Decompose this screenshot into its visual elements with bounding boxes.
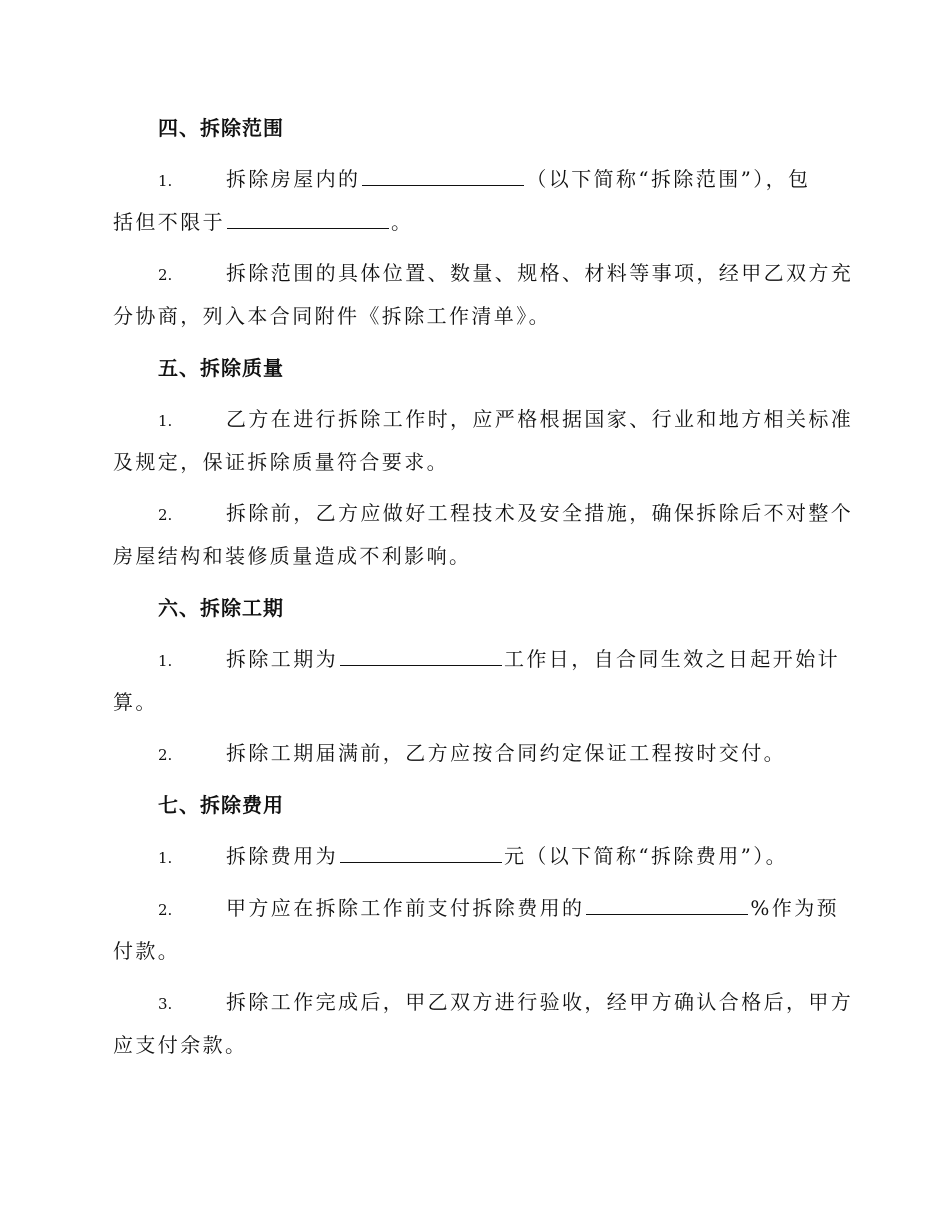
fill-in-blank (227, 209, 389, 229)
fill-in-blank (340, 843, 502, 863)
section-heading-fees: 七、拆除费用 (158, 793, 284, 817)
clause-text-segment: 拆除房屋内的 (226, 167, 361, 191)
clause-text-line (113, 209, 413, 235)
fill-in-blank (340, 646, 502, 666)
clause-number: 1. (158, 849, 173, 867)
clause-text-segment: 。 (391, 210, 414, 234)
clause-text-line (226, 843, 788, 869)
fill-in-blank (362, 166, 524, 186)
clause-text-line (226, 166, 810, 192)
clause-text-line: 及规定，保证拆除质量符合要求。 (113, 450, 449, 474)
clause-text-segment: （以下简称“拆除范围”），包 (526, 167, 811, 191)
clause-text-line (226, 895, 839, 921)
clause-number: 1. (158, 652, 173, 670)
clause-text-line (226, 646, 840, 672)
clause-text-line: 拆除工作完成后，甲乙双方进行验收，经甲方确认合格后，甲方 (226, 990, 854, 1014)
clause-number: 1. (158, 412, 173, 430)
clause-text-segment: 元（以下简称“拆除费用”）。 (504, 844, 789, 868)
clause-text-segment: 拆除工期为 (226, 647, 338, 671)
clause-text-line: 乙方在进行拆除工作时，应严格根据国家、行业和地方相关标准 (226, 407, 854, 431)
clause-number: 2. (158, 266, 173, 284)
clause-text-segment: %作为预 (750, 896, 840, 920)
clause-text-segment: 甲方应在拆除工作前支付拆除费用的 (226, 896, 585, 920)
section-heading-scope: 四、拆除范围 (158, 116, 284, 140)
clause-number: 3. (158, 995, 173, 1013)
clause-text-line: 分协商，列入本合同附件《拆除工作清单》。 (113, 304, 551, 328)
clause-text-line: 拆除前，乙方应做好工程技术及安全措施，确保拆除后不对整个 (226, 501, 854, 525)
clause-text-segment: 工作日，自合同生效之日起开始计 (504, 647, 840, 671)
clause-text-line: 付款。 (113, 939, 181, 963)
clause-text-line: 拆除范围的具体位置、数量、规格、材料等事项，经甲乙双方充 (226, 261, 854, 285)
clause-text-segment: 括但不限于 (113, 210, 225, 234)
clause-number: 2. (158, 901, 173, 919)
clause-number: 2. (158, 746, 173, 764)
clause-number: 2. (158, 506, 173, 524)
clause-text-line: 房屋结构和装修质量造成不利影响。 (113, 544, 472, 568)
clause-text-line: 应支付余款。 (113, 1033, 248, 1057)
clause-text-segment: 拆除费用为 (226, 844, 338, 868)
section-heading-quality: 五、拆除质量 (158, 356, 284, 380)
fill-in-blank (586, 895, 748, 915)
clause-text-line: 算。 (113, 690, 158, 714)
clause-number: 1. (158, 172, 173, 190)
clause-text-line: 拆除工期届满前，乙方应按合同约定保证工程按时交付。 (226, 741, 786, 765)
section-heading-schedule: 六、拆除工期 (158, 596, 284, 620)
